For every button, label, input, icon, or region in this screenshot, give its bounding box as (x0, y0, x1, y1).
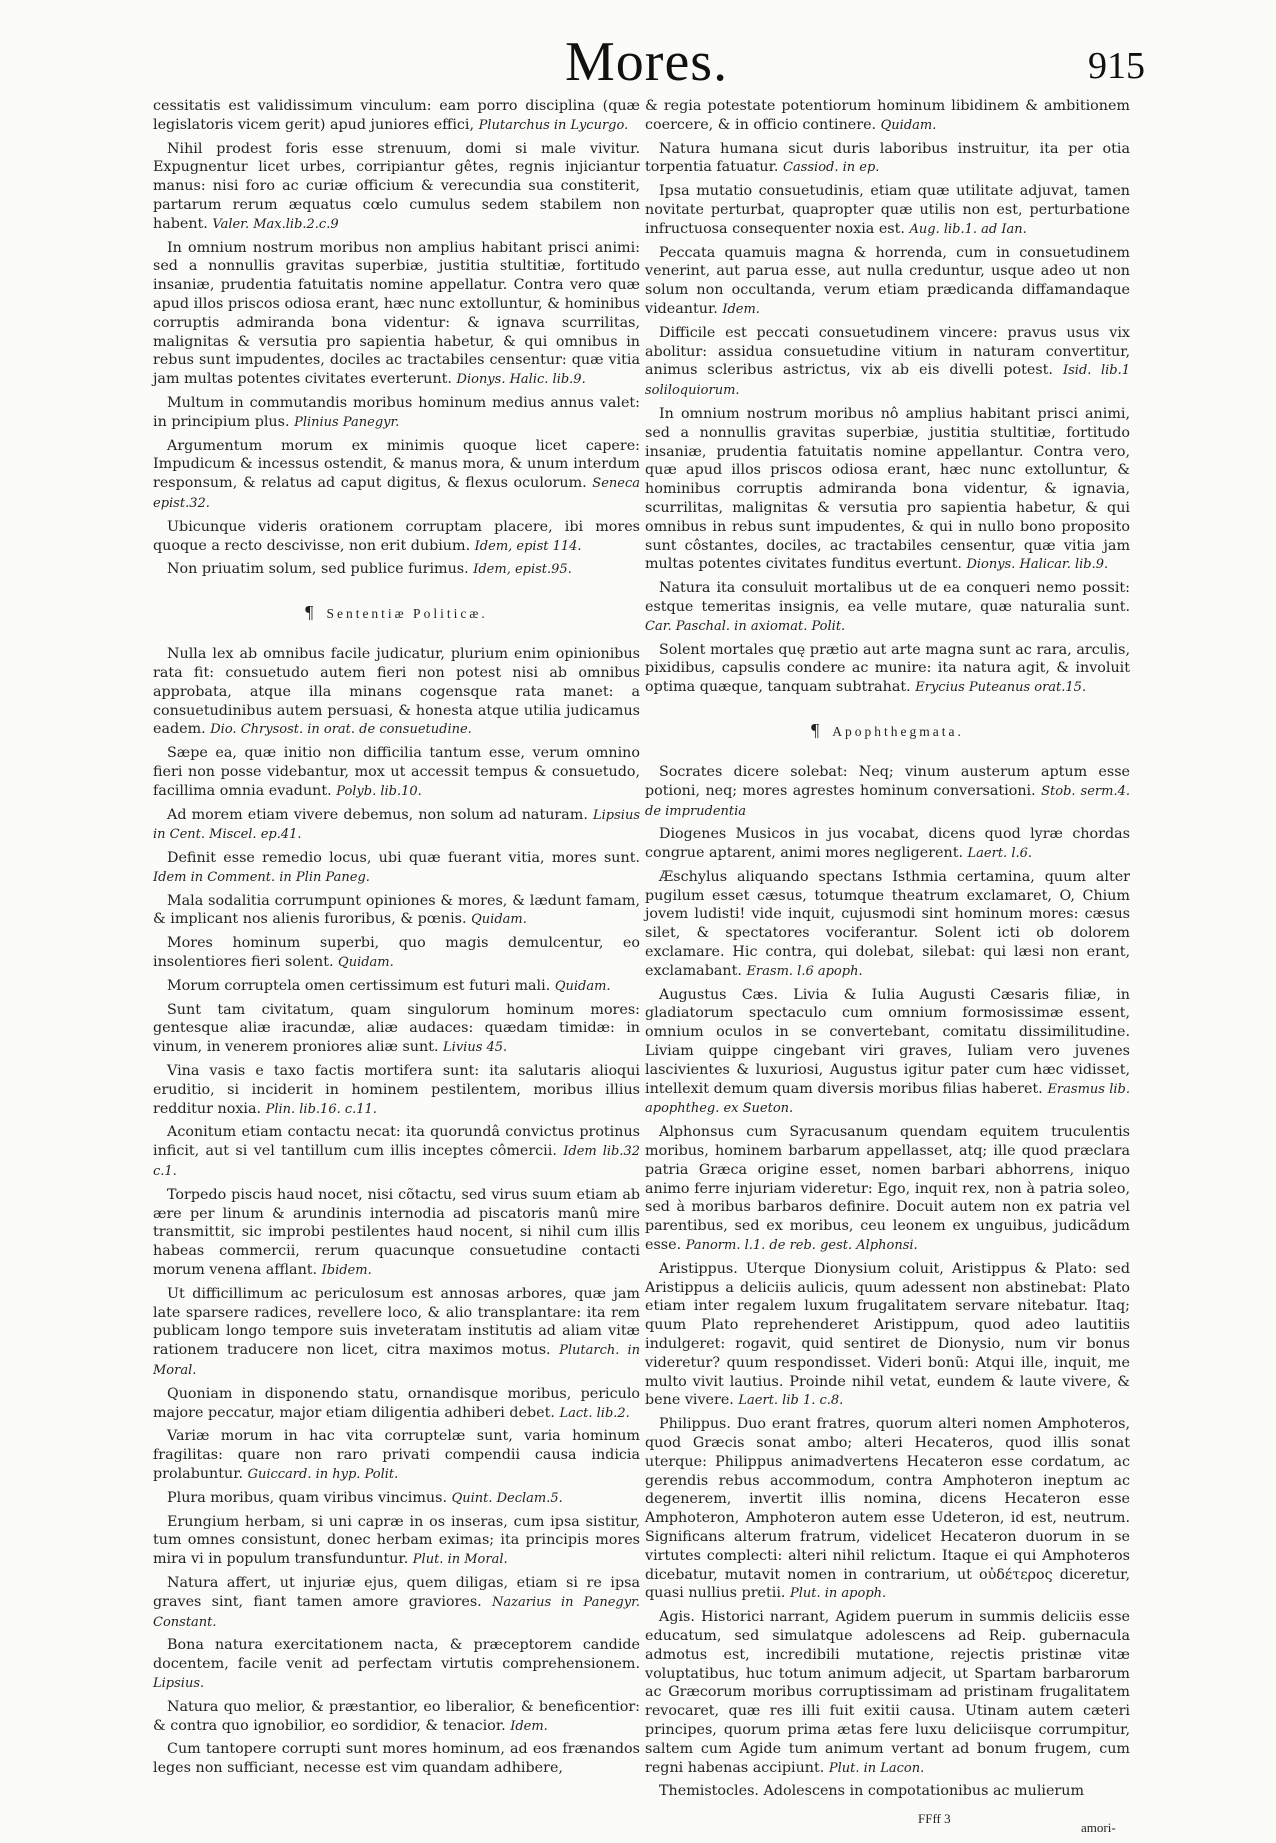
entry-paragraph (153, 97, 640, 136)
entry-text: Cum tantopere corrupti sunt mores hominum, ad eos frænandos leges non sufficiant, necesse est vim quandam adhibere, (153, 1741, 640, 1777)
entry-paragraph (645, 1782, 1130, 1801)
entry-text: Nihil prodest foris esse strenuum, domi si male vivitur. Expugnentur licet urbes, corripiantur gêtes, regnis injiciantur manus: nisi foro ac curiæ officium & verecundia sua constiterit, partarum rerum æquatus cœlo cumulus sedem stabilem non habent. (153, 140, 640, 232)
entry-text: Difficile est peccati consuetudinem vincere: pravus usus vix abolitur: assidua consuetudine vitium in naturam convertitur, animus scleribus astrictus, vix ab eis divelli potest. (645, 324, 1130, 379)
left-column (153, 97, 640, 1782)
entry-paragraph (645, 182, 1130, 239)
right-bottom-entries (645, 763, 1130, 1801)
entry-paragraph (153, 1123, 640, 1181)
entry-paragraph (153, 437, 640, 514)
entry-text: Natura quo melior, & præstantior, eo liberalior, & beneficentior: & contra quo ignobilior, eo sordidior, & tenacior. (153, 1698, 640, 1734)
entry-paragraph (153, 1186, 640, 1281)
entry-source: Idem in Comment. in Plin Paneg. (153, 869, 370, 885)
entry-source: Plutarch. in Moral. (153, 1343, 641, 1379)
entry-text: Ut difficillimum ac periculosum est annosas arbores, quæ jam late sparsere radices, revellere loco, & alio transplantare: ita rem publicam longo tempore suis inveteratam institutis ad aliam vitæ rationem traducere non licet, citra maximos motus. (153, 1285, 640, 1359)
section-label: Sententiæ Politicæ. (326, 606, 488, 622)
entry-paragraph (153, 1513, 640, 1570)
entry-paragraph (153, 1001, 640, 1058)
entry-source: Isid. lib.1 soliloquiorum. (645, 363, 1131, 399)
entry-text: Peccata quamuis magna & horrenda, cum in consuetudinem venerint, aut parua esse, aut nulla creduntur, usque adeo ut non solum non occultanda, verum etiam prædicanda diffamandaque videantur. (645, 244, 1130, 317)
entry-paragraph (645, 140, 1130, 179)
entry-paragraph (153, 140, 640, 235)
entry-source: Idem, epist.95. (473, 562, 572, 578)
entry-paragraph (153, 518, 640, 557)
entry-source: Aug. lib.1. ad Ian. (909, 221, 1027, 237)
entry-text: In omnium nostrum moribus nô amplius habitant prisci animi, sed a nonnullis gravitas superbiæ, justitia stultitiæ, fortitudo insaniæ, prudentia fatuitatis nomine appellantur. Contra vero, quæ apud illos priscos odiosa erant, hæc nunc extolluntur, & hominibus corruptis admiranda bona videntur, & ignavia, scurrilitas, malignitas & versutia pro sapientia habetur, & qui omnibus in rebus sunt impudentes, & qui in nullo bono proposito sunt côstantes, dociles, ac tractabiles censentur, quæ vitia jam multas potentes civitates funditus evertunt. (645, 405, 1130, 573)
entry-paragraph (645, 825, 1130, 864)
entry-text: Aconitum etiam contactu necat: ita quorundâ convictus protinus inficit, aut si vel tantillum cum illis inceptes cômercii. (153, 1124, 640, 1160)
entry-source: Seneca epist.32. (153, 476, 640, 511)
entry-source: Dionys. Halic. lib.9. (456, 372, 586, 388)
entry-paragraph (153, 1740, 640, 1778)
entry-text: Mala sodalitia corrumpunt opiniones & mores, & lædunt famam, & implicant nos alienis furoribus, & pœnis. (153, 892, 640, 928)
entry-paragraph (645, 1608, 1130, 1778)
entry-text: Sæpe ea, quæ initio non difficilia tantum esse, verum omnino fieri non posse videbantur, mox ut accessit tempus & consuetudo, facillima omnia evadunt. (153, 745, 640, 799)
entry-text: Plura moribus, quam viribus vincimus. (167, 1489, 448, 1506)
entry-source: Laert. l.6. (967, 846, 1033, 862)
entry-paragraph (153, 1385, 640, 1424)
entry-paragraph (645, 579, 1130, 636)
entry-paragraph (645, 868, 1130, 982)
entry-paragraph (153, 1285, 640, 1381)
entry-paragraph (645, 1123, 1130, 1256)
entry-text: Argumentum morum ex minimis quoque licet capere: Impudicum & incessus ostendit, & manus mora, & unum interdum responsum, & relatus ad caput digitus, & flexus oculorum. (153, 437, 640, 492)
entry-paragraph (153, 934, 640, 973)
entry-source: Livius 45. (443, 1040, 508, 1056)
entry-text: Philippus. Duo erant fratres, quorum alteri nomen Amphoteros, quod Græcis sonat ambo; alteri Hecateros, quod illis sonat uterque: Philippus animadvertens Hecateron esse cordatum, ac gerendis rebus accommodum, contra Amphoteron ineptum ac degenerem, invertit illis nomina, dicens Hecateron esse Amphoteron, Amphoteron autem esse Udeteron, id est, neutrum. Significans alterum fratrum, videlicet Hecateron duorum in se virtutes complecti: alteri nihil relictum. Itaque ei qui Amphoteros dicebatur, mutavit nomen in contrarium, ut οὐδέτερος diceretur, quasi nullius pretii. (645, 1416, 1130, 1602)
entry-text: & regia potestate potentiorum hominum libidinem & ambitionem coercere, & in officio continere. (645, 98, 1130, 133)
entry-source: Erycius Puteanus orat.15. (915, 680, 1087, 696)
entry-source: Plut. in Moral. (412, 1552, 508, 1568)
entry-text: Æschylus aliquando spectans Isthmia certamina, quum alter pugilum esset cæsus, totumque theatrum exclamaret, O, Chium jovem ludisti! vide inquit, cujusmodi sint hominum mores: cæsus silet, & spectatores vociferantur. Solent icti ob dolorem exclamare. Hic contra, qui dolebat, silebat: qui læsi non erant, exclamabant. (645, 868, 1130, 979)
entry-source: Lipsius. (153, 1675, 205, 1691)
entry-paragraph (645, 641, 1130, 698)
page-title: Mores. (565, 31, 729, 93)
entry-source: Plin. lib.16. c.11. (265, 1101, 377, 1117)
entry-text: Themistocles. Adolescens in compotationibus ac mulierum (659, 1783, 1085, 1800)
entry-source: Idem. (510, 1718, 548, 1734)
entry-source: Quidam. (471, 912, 527, 928)
entry-source: Erasm. l.6 apoph. (746, 963, 863, 979)
entry-paragraph (153, 892, 640, 931)
entry-text: Socrates dicere solebat: Neq; vinum austerum aptum esse potioni, neq; mores agrestes hominum conversationi. (645, 763, 1130, 799)
entry-text: Definit esse remedio locus, ubi quæ fuerant vitia, mores sunt. (167, 850, 640, 867)
entry-text: Mores hominum superbi, quo magis demulcentur, eo insolentiores fieri solent. (153, 935, 640, 971)
entry-paragraph (645, 244, 1130, 320)
entry-source: Lact. lib.2. (559, 1405, 630, 1421)
entry-text: In omnium nostrum moribus non amplius habitant prisci animi: sed a nonnullis gravitas superbiæ, justitia stultitiæ, fortitudo insaniæ, prudentia fatuitatis nomine appellatur. Contra vero quæ apud illos priscos odiosa erant, hæc nunc extolluntur, & hominibus corruptis admiranda bona videntur: & ignava scurrilitas, malignitas & versutia pro sapientia habetur, & qui omnibus in rebus sunt impudentes, dociles ac tractabiles censentur: quæ vitia jam multas potentes civitates everterunt. (153, 239, 640, 388)
entry-paragraph (645, 1260, 1130, 1411)
entry-source: Nazarius in Panegyr. Constant. (153, 1594, 640, 1630)
entry-text: Solent mortales quę prætio aut arte magna sunt ac rara, arculis, pixidibus, capsulis condere ac munire: ita natura agit, & involuit optima quæque, tanquam subtrahat. (645, 641, 1130, 696)
entry-text: Natura affert, ut injuriæ ejus, quem diligas, etiam si re ipsa graves sint, fiant tamen amore graviores. (153, 1574, 640, 1610)
signature-mark: FFff 3 (918, 1811, 951, 1826)
entry-paragraph (645, 763, 1130, 821)
entry-source: Idem lib.32 c.1. (153, 1144, 640, 1180)
entry-source: Cassiod. in ep. (783, 160, 880, 176)
entry-paragraph (645, 97, 1130, 136)
entry-source: Plinius Panegyr. (294, 414, 400, 430)
left-top-entries (153, 97, 640, 580)
entry-text: Sunt tam civitatum, quam singulorum hominum mores: gentesque aliæ iracundæ, aliæ audaces: quædam timidæ: in vinum, in venerem proniores aliæ sunt. (153, 1001, 640, 1056)
entry-source: Quidam. (554, 978, 611, 994)
page-number: 915 (1088, 45, 1145, 87)
entry-source: Erasmus lib. apophtheg. ex Sueton. (645, 1081, 1131, 1117)
entry-source: Laert. lib 1. c.8. (738, 1393, 844, 1409)
entry-paragraph (645, 405, 1130, 575)
entry-text: Bona natura exercitationem nacta, & præceptorem candide docentem, facile venit ad perfectam virtutis comprehensionem. (153, 1637, 640, 1673)
entry-source: Lipsius in Cent. Miscel. ep.41. (153, 807, 641, 843)
entry-text: Agis. Historici narrant, Agidem puerum in summis deliciis esse educatum, sed simulatque adolescens ad Reip. gubernacula admotus est, incredibili mutatione, rejectis pristinæ vitæ voluptatibus, huc totum animum adjecit, ut Spartam barbarorum ac Græcorum moribus corruptissimam ad pristinam frugalitatem revocaret, quæ res illi fuit exitii causa. Utinam autem cæteri principes, quorum prima ætas fere luxu deliciisque corrumpitur, saltem cum Agide tum animum vertant ad bonum frugem, cum regni habenas accipiunt. (645, 1609, 1130, 1776)
entry-paragraph (153, 645, 640, 740)
entry-source: Plut. in apoph. (790, 1586, 887, 1602)
entry-paragraph (645, 324, 1130, 401)
entry-text: Aristippus. Uterque Dionysium coluit, Aristippus & Plato: sed Aristippus a deliciis aulicis, quum adessent non abstinebat: Plato etiam inter regalem luxum frugalitatem servare nitebatur. Itaq; quum Plato reprehenderet Aristippum, quod adeo lautitiis indulgeret: rogavit, quid sentiret de Dionysio, num vir bonus videretur? quum respondisset. Videri bonũ: Atqui ille, inquit, me multo vivit lautius. Proinde nihil vetat, eundem & laute vivere, & bene vivere. (645, 1260, 1130, 1409)
pilcrow-icon: ¶ (811, 719, 823, 740)
entry-paragraph (153, 744, 640, 801)
entry-paragraph (153, 239, 640, 390)
entry-paragraph (153, 560, 640, 580)
entry-source: Idem, epist 114. (474, 538, 582, 554)
entry-source: Idem. (722, 301, 760, 317)
entry-paragraph (153, 1489, 640, 1509)
entry-text: Augustus Cæs. Livia & Iulia Augusti Cæsaris filiæ, in gladiatorum spectaculo cum omnium formosissimæ essent, omnium oculos in se convertebant, comitatu dissimilitudine. Liviam quippe cingebant viri graves, Iuliam vero juvenes lascivientes & luxuriosi, Augustus igitur pater cum hæc vidisset, intellexit demum quam diversis moribus filias haberet. (645, 986, 1130, 1097)
entry-source: Ibidem. (321, 1263, 372, 1279)
entry-source: Panorm. l.1. de reb. gest. Alphonsi. (685, 1238, 918, 1254)
catchword: amori- (1081, 1820, 1116, 1835)
page-header (0, 30, 1276, 100)
entry-paragraph (645, 986, 1130, 1120)
entry-text: Quoniam in disponendo statu, ornandisque moribus, periculo majore peccatur, major etiam diligentia adhiberi debet. (153, 1385, 640, 1421)
section-label: Apophthegmata. (832, 723, 964, 739)
entry-source: Polyb. lib.10. (336, 783, 422, 799)
entry-source: Guiccard. in hyp. Polit. (247, 1467, 399, 1482)
section-heading-apophthegmata (645, 720, 1130, 741)
entry-text: Ubicunque videris orationem corruptam placere, ibi mores quoque a recto descivisse, non erit dubium. (153, 518, 640, 554)
entry-text: cessitatis est validissimum vinculum: eam porro disciplina (quæ legislatoris vicem gerit) apud juniores effici, (153, 98, 640, 133)
right-top-entries (645, 97, 1130, 698)
entry-text: Erungium herbam, si uni capræ in os inseras, cum ipsa sistitur, tum omnes consistunt, donec herbam eximas; ita principis mores mira vi in populum transfunduntur. (153, 1513, 640, 1568)
entry-text: Multum in commutandis moribus hominum medius annus valet: in principium plus. (153, 394, 640, 430)
section-heading-sententiae (153, 602, 640, 623)
entry-source: Dionys. Halicar. lib.9. (966, 557, 1109, 573)
entry-source: Plutarchus in Lycurgo. (478, 117, 629, 133)
entry-text: Natura ita consuluit mortalibus ut de ea conqueri nemo possit: estque temeritas insignis, ea velle mutare, quæ naturalia sunt. (645, 580, 1130, 615)
entry-paragraph (153, 1427, 640, 1484)
entry-paragraph (153, 977, 640, 997)
entry-paragraph (153, 1062, 640, 1119)
entry-paragraph (153, 1636, 640, 1693)
entry-text: Natura humana sicut duris laboribus instruitur, ita per otia torpentia fatuatur. (645, 140, 1130, 176)
entry-source: Quint. Declam.5. (451, 1490, 563, 1506)
entry-paragraph (645, 1415, 1130, 1604)
entry-text: Variæ morum in hac vita corruptelæ sunt, varia hominum fragilitas: quare non raro privati compendii causa indicia prolabuntur. (153, 1428, 640, 1482)
entry-paragraph (153, 806, 640, 846)
entry-source: Dio. Chrysost. in orat. de consuetudine. (210, 722, 472, 738)
entry-source: Quidam. (338, 955, 394, 971)
entry-paragraph (153, 849, 640, 888)
entry-text: Alphonsus cum Syracusanum quendam equitem truculentis moribus, hominem barbarum appellasset, atq; ille quod præclara patria Græca origine esset, nomen barbari abhorrens, iniquo animo ferre injuriam videretur: Ego, inquit rex, non à patria soleo, sed à moribus barbaros definire. Docuit autem non ex patria vel parentibus, sed ex moribus, ceu leonem ex unguibus, judicãdum esse. (645, 1124, 1130, 1254)
left-bottom-entries (153, 645, 640, 1778)
entry-source: Stob. serm.4. de imprudentia (645, 783, 1130, 819)
entry-paragraph (153, 1698, 640, 1737)
entry-text: Morum corruptela omen certissimum est futuri mali. (167, 977, 551, 994)
entry-text: Non priuatim solum, sed publice furimus. (167, 561, 469, 578)
entry-source: Quidam. (880, 117, 937, 133)
entry-paragraph (153, 394, 640, 433)
entry-source: Plut. in Lacon. (828, 1760, 925, 1776)
entry-text: Ipsa mutatio consuetudinis, etiam quæ utilitate adjuvat, tamen novitate perturbat, quapropter quæ utilis non est, perturbatione infructuosa consequenter noxia est. (645, 183, 1130, 237)
entry-text: Diogenes Musicos in jus vocabat, dicens quod lyræ chordas congrue aptarent, animi mores negligerent. (645, 826, 1130, 862)
right-column (645, 97, 1130, 1805)
entry-text: Nulla lex ab omnibus facile judicatur, plurium enim opinionibus rata fit: consuetudo autem fieri non potest nisi ab omnibus approbata, atque illa minans cogensque rata manet: a consuetudinibus autem persuasi, & honesta atque utilia judicamus eadem. (153, 646, 640, 738)
entry-text: Vina vasis e taxo factis mortifera sunt: ita salutaris alioqui eruditio, si inciderit in hominem pestilentem, moribus illius redditur noxia. (153, 1063, 640, 1117)
pilcrow-icon: ¶ (305, 602, 317, 623)
entry-paragraph (153, 1574, 640, 1632)
entry-text: Ad morem etiam vivere debemus, non solum ad naturam. (167, 806, 588, 823)
entry-source: Car. Paschal. in axiomat. Polit. (645, 618, 846, 634)
entry-source: Valer. Max.lib.2.c.9 (212, 216, 339, 232)
entry-text: Torpedo piscis haud nocet, nisi cõtactu, sed virus suum etiam ab ære per linum & arundinis internodia ad piscatoris manû mire transmittit, sic improbi pestilentes haud nocent, si nihil cum illis habeas commercii, rerum quacunque consuetudine contacti morum venena afflant. (153, 1186, 640, 1279)
